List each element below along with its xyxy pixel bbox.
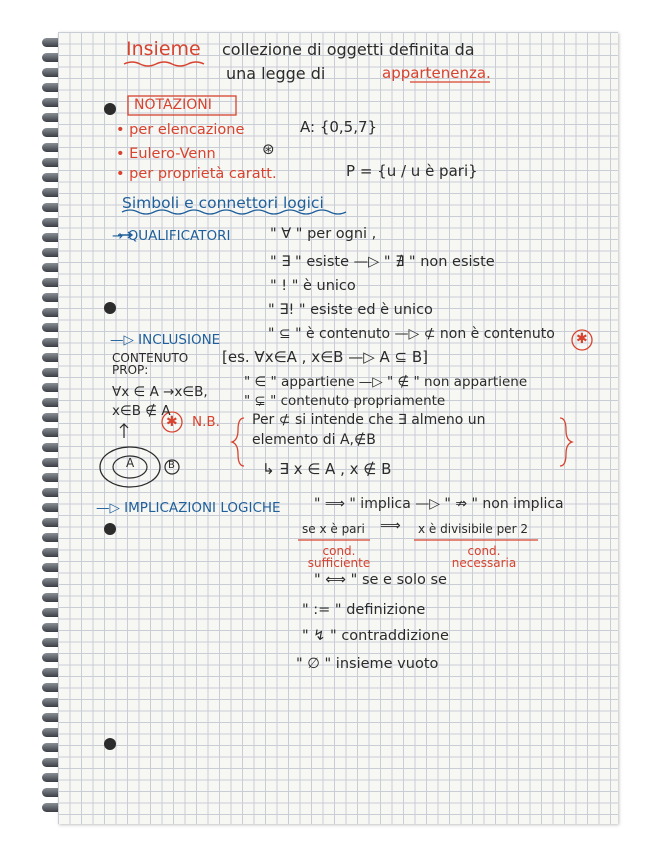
quantificatore-unico: " ! " è unico <box>270 278 356 294</box>
example-arrow: ⟹ <box>380 518 401 534</box>
definition-line-1: collezione di oggetti definita da <box>222 40 475 59</box>
example-se-pari: se x è pari <box>302 522 365 536</box>
star-marker-2: ✱ <box>166 414 178 430</box>
nb-text-2: elemento di A,∉B <box>252 432 376 448</box>
star-marker-1: ✱ <box>576 331 588 347</box>
page-title: Insieme <box>126 38 201 60</box>
nb-text-3: ↳ ∃ x ∈ A , x ∉ B <box>262 460 392 478</box>
quantificatore-esiste-unico: " ∃! " esiste ed è unico <box>268 302 433 318</box>
quantificatori-label: → QUALIFICATORI <box>112 228 231 244</box>
nb-text-1: Per ⊄ si intende che ∃ almeno un <box>252 412 486 428</box>
venn-label-a: A <box>126 456 135 470</box>
implica-line: " ⟹ " implica —▷ " ⇏ " non implica <box>314 496 564 512</box>
cond-necessaria: cond. necessaria <box>451 544 517 570</box>
simboli-heading: Simboli e connettori logici <box>122 194 324 212</box>
example-proprieta: P = {u / u è pari} <box>346 162 478 180</box>
left-note-2: x∈B ∉ A <box>112 403 171 419</box>
inclusione-line-1: " ⊆ " è contenuto —▷ ⊄ non è contenuto <box>268 326 555 342</box>
inclusione-label: —▷ INCLUSIONE <box>110 332 221 348</box>
contenuto-prop-label: CONTENUTO PROP: <box>112 351 189 377</box>
notazioni-heading: NOTAZIONI <box>134 97 212 113</box>
left-note-1: ∀x ∈ A →x∈B, <box>112 384 208 400</box>
inclusione-example: [es. ∀x∈A , x∈B —▷ A ⊆ B] <box>222 348 429 366</box>
definizione-line: " := " definizione <box>302 602 426 618</box>
notazione-elencazione: • per elencazione <box>116 122 245 138</box>
venn-mini-icon: ⊛ <box>262 140 275 158</box>
example-elencazione: A: {0,5,7} <box>300 118 378 136</box>
insieme-vuoto-line: " ∅ " insieme vuoto <box>296 656 439 672</box>
example-divisibile: x è divisibile per 2 <box>418 522 528 536</box>
notazione-proprieta: • per proprietà caratt. <box>116 166 277 182</box>
notazione-eulero-venn: • Eulero-Venn <box>116 146 216 162</box>
quantificatore-per-ogni: " ∀ " per ogni , <box>270 226 377 242</box>
appartiene-line: " ∈ " appartiene —▷ " ∉ " non appartiene <box>244 374 528 390</box>
venn-label-b: B <box>168 460 175 471</box>
implicazioni-label: —▷ IMPLICAZIONI LOGICHE <box>96 500 281 516</box>
contenuto-propriamente-line: " ⊊ " contenuto propriamente <box>244 393 446 409</box>
cond-sufficiente: cond. sufficiente <box>307 544 371 570</box>
nb-label: N.B. <box>192 414 220 430</box>
quantificatore-esiste: " ∃ " esiste —▷ " ∄ " non esiste <box>270 254 495 270</box>
contraddizione-line: " ↯ " contraddizione <box>302 628 449 644</box>
se-e-solo-se-line: " ⟺ " se e solo se <box>314 572 447 588</box>
definition-line-2: una legge di <box>226 64 326 83</box>
definition-line-3: appartenenza. <box>382 64 491 82</box>
